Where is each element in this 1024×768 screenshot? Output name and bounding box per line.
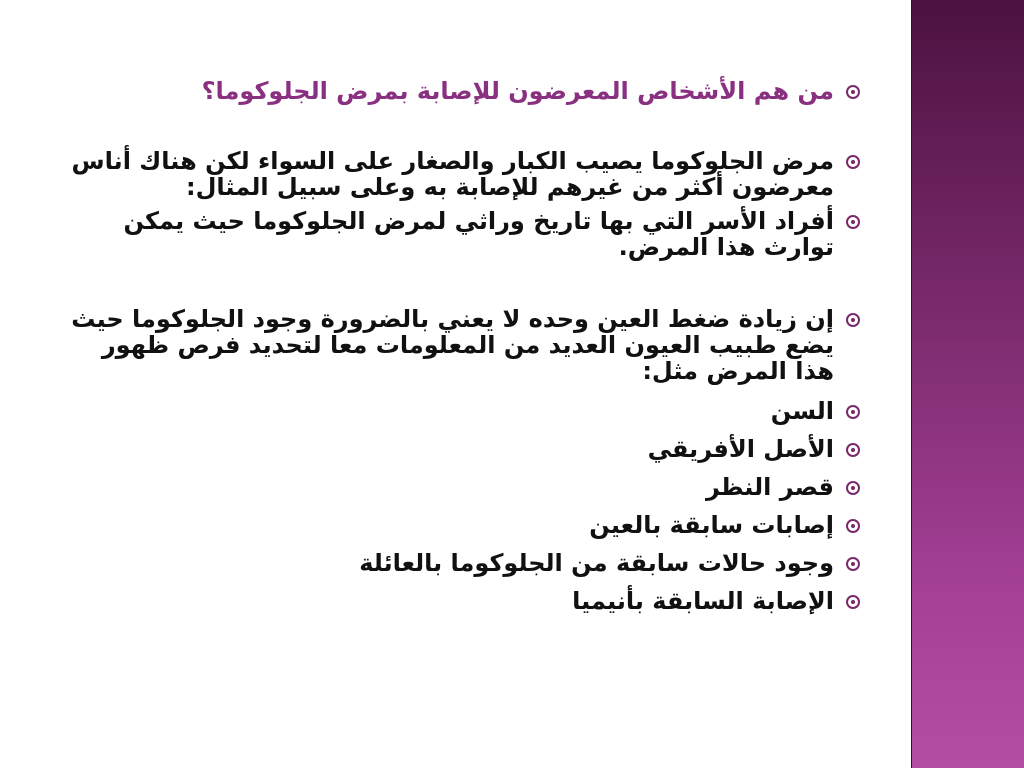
bullet-item [60,588,860,614]
bullet-item [60,474,860,500]
bullet-text: الإصابة السابقة بأنيميا [572,587,834,615]
circle-bullet-icon [846,443,860,457]
bullet-item [60,512,860,538]
bullet-item [60,208,860,260]
circle-bullet-icon [846,557,860,571]
slide-content [60,72,860,614]
circle-bullet-icon [846,481,860,495]
circle-bullet-icon [846,215,860,229]
bullet-text: قصر النظر [706,473,834,501]
bullet-text: إن زيادة ضغط العين وحده لا يعني بالضرورة وجود الجلوكوما حيث يضع طبيب العيون العديد من المعلومات معا لتحديد فرص ظهور هذا المرض مثل: [71,305,834,385]
heading-text: من هم الأشخاص المعرضون للإصابة بمرض الجلوكوما؟ [201,77,834,105]
circle-bullet-icon [846,155,860,169]
circle-bullet-icon [846,313,860,327]
circle-bullet-icon [846,519,860,533]
bullet-text: السن [770,397,834,425]
bullet-item [60,550,860,576]
circle-bullet-icon [846,85,860,99]
bullet-item [60,436,860,462]
circle-bullet-icon [846,405,860,419]
bullet-heading [60,78,860,104]
bullet-text: مرض الجلوكوما يصيب الكبار والصغار على السواء لكن هناك أناس معرضون أكثر من غيرهم للإصابة به وعلى سبيل المثال: [71,147,834,201]
bullet-item [60,148,860,200]
bullet-item [60,398,860,424]
circle-bullet-icon [846,595,860,609]
bullet-text: إصابات سابقة بالعين [589,511,834,539]
bullet-text: أفراد الأسر التي بها تاريخ وراثي لمرض الجلوكوما حيث يمكن توارث هذا المرض. [123,207,834,261]
bullet-item [60,306,860,384]
bullet-text: الأصل الأفريقي [647,435,834,463]
decorative-side-band [911,0,1024,768]
bullet-text: وجود حالات سابقة من الجلوكوما بالعائلة [359,549,834,577]
